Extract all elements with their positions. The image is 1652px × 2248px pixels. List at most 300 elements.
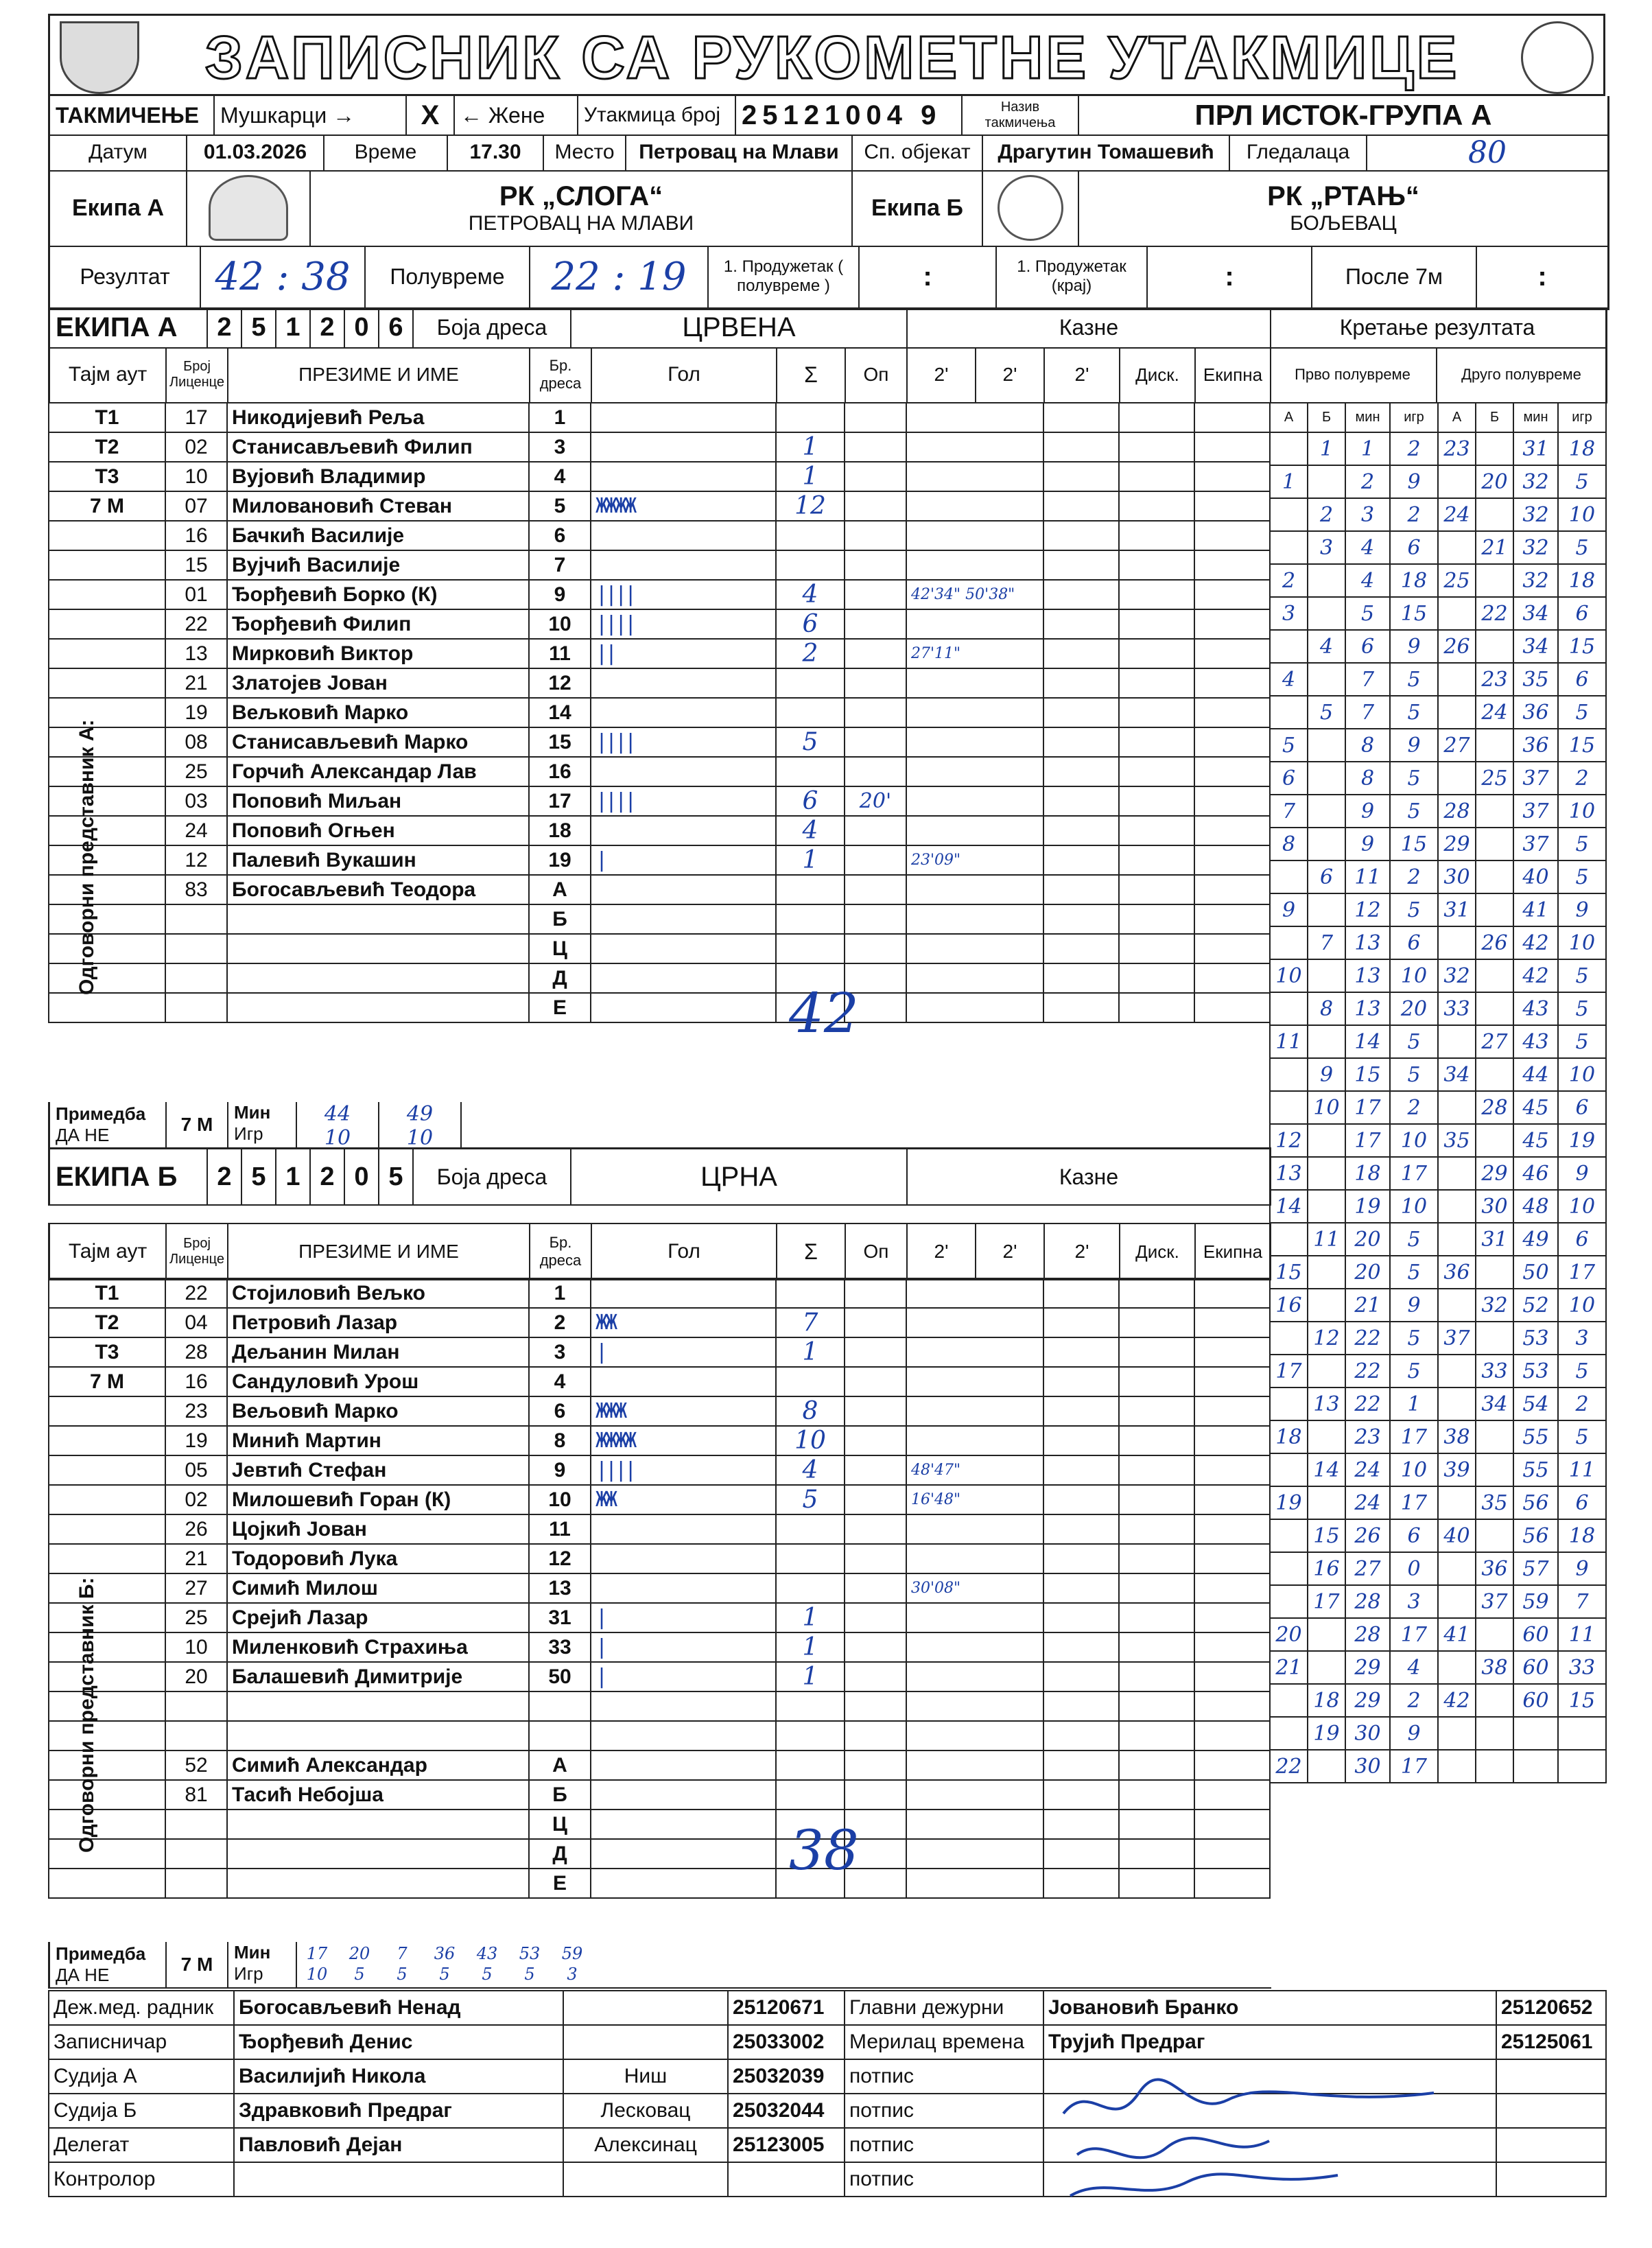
player-goal-sum: 1 — [776, 1337, 845, 1367]
player-goal-tally — [591, 1691, 776, 1721]
player-warning — [845, 1337, 906, 1367]
player-2min-penalty — [906, 521, 1043, 550]
player-license: 04 — [165, 1308, 227, 1337]
player-license: 25 — [165, 757, 227, 786]
player-2min-c — [1043, 1839, 1119, 1869]
movement-row — [1270, 762, 1606, 795]
movement-cell: 15 — [1308, 1519, 1345, 1552]
movement-cell: 37 — [1513, 828, 1558, 860]
player-2min-c — [1043, 875, 1119, 904]
team-b-code-3: 1 — [276, 1149, 311, 1204]
col-goals: Гол — [592, 347, 777, 402]
movement-cell — [1476, 1420, 1513, 1453]
col-2min-b: 2' — [976, 347, 1045, 402]
team-b-7m-label: 7 М — [167, 1942, 228, 1987]
player-jersey-no: 7 — [529, 550, 591, 580]
movement-cell: 14 — [1308, 1453, 1345, 1486]
movement-cell: 10 — [1308, 1091, 1345, 1124]
movement-cell: 35 — [1476, 1486, 1513, 1519]
player-row — [49, 1691, 1270, 1721]
movement-cell — [1438, 465, 1476, 498]
player-goal-sum: 10 — [776, 1426, 845, 1455]
player-name: Миловановић Стеван — [227, 491, 529, 521]
player-disq — [1119, 1721, 1194, 1751]
player-team-penalty — [1194, 934, 1270, 963]
movement-cell: 60 — [1513, 1684, 1558, 1717]
player-2min-c — [1043, 816, 1119, 845]
player-goal-tally: | — [591, 1603, 776, 1632]
player-warning — [845, 580, 906, 609]
team-b-7m-igr: 3 — [567, 1965, 578, 1984]
team-b-label: Екипа Б — [853, 170, 983, 246]
player-goal-tally — [591, 1869, 776, 1898]
player-disq — [1119, 816, 1194, 845]
player-row — [49, 1426, 1270, 1455]
player-disq — [1119, 1751, 1194, 1780]
movement-cell: 5 — [1308, 696, 1345, 729]
player-tag: T2 — [49, 432, 165, 462]
player-disq — [1119, 521, 1194, 550]
team-a-name: РК „СЛОГА“ — [499, 180, 663, 211]
player-goal-tally — [591, 1367, 776, 1396]
player-name: Тодоровић Лука — [227, 1544, 529, 1573]
player-2min-c — [1043, 1751, 1119, 1780]
movement-cell: 13 — [1345, 992, 1390, 1025]
movement-cell — [1270, 531, 1308, 564]
official-role-2: потпис — [845, 2128, 1043, 2162]
team-b-7m-igr: 5 — [439, 1965, 450, 1984]
movement-cell: 20 — [1345, 1223, 1390, 1256]
player-goal-tally — [591, 1514, 776, 1544]
movement-cell — [1270, 696, 1308, 729]
player-warning — [845, 403, 906, 432]
movement-cell — [1270, 1058, 1308, 1091]
b-col-team: Екипна — [1196, 1224, 1271, 1279]
player-2min-penalty — [906, 1337, 1043, 1367]
movement-col-head: А — [1438, 403, 1476, 432]
player-jersey-no: 31 — [529, 1603, 591, 1632]
player-goal-tally: |||| — [591, 786, 776, 816]
movement-cell: 2 — [1558, 762, 1606, 795]
player-2min-c — [1043, 491, 1119, 521]
player-disq — [1119, 1308, 1194, 1337]
movement-cell: 15 — [1558, 630, 1606, 663]
player-name: Симић Милош — [227, 1573, 529, 1603]
official-name: Богосављевић Ненад — [234, 1991, 563, 2025]
team-b-code-6: 5 — [379, 1149, 414, 1204]
movement-cell: 1 — [1270, 465, 1308, 498]
col-team: Екипна — [1196, 347, 1271, 402]
player-row — [49, 1485, 1270, 1514]
movement-cell: 4 — [1390, 1651, 1438, 1684]
player-2min-c — [1043, 845, 1119, 875]
movement-cell: 30 — [1345, 1750, 1390, 1783]
player-row — [49, 1308, 1270, 1337]
player-2min-penalty — [906, 1780, 1043, 1810]
player-disq — [1119, 845, 1194, 875]
player-disq — [1119, 993, 1194, 1022]
movement-cell: 39 — [1438, 1453, 1476, 1486]
movement-cell: 46 — [1513, 1157, 1558, 1190]
time-label: Време — [324, 134, 448, 170]
player-name: Милошевић Горан (К) — [227, 1485, 529, 1514]
movement-cell: 17 — [1345, 1124, 1390, 1157]
team-b-7m-min: 53 — [519, 1944, 541, 1963]
movement-cell — [1476, 795, 1513, 828]
player-goal-tally — [591, 698, 776, 727]
movement-cell: 5 — [1270, 729, 1308, 762]
spectators-count: 80 — [1468, 134, 1507, 170]
movement-cell: 57 — [1513, 1552, 1558, 1585]
player-2min-penalty — [906, 403, 1043, 432]
player-tag: T3 — [49, 1337, 165, 1367]
player-jersey-no: Е — [529, 993, 591, 1022]
official-city — [563, 1991, 728, 2025]
player-warning — [845, 757, 906, 786]
movement-col-head: А — [1270, 403, 1308, 432]
movement-cell — [1308, 1157, 1345, 1190]
player-warning — [845, 1780, 906, 1810]
player-team-penalty — [1194, 727, 1270, 757]
player-disq — [1119, 1603, 1194, 1632]
player-goal-sum — [776, 1721, 845, 1751]
player-team-penalty — [1194, 816, 1270, 845]
movement-cell: 48 — [1513, 1190, 1558, 1223]
player-name: Поповић Огњен — [227, 816, 529, 845]
player-warning: 20' — [845, 786, 906, 816]
player-goal-tally: |||| — [591, 727, 776, 757]
player-row — [49, 963, 1270, 993]
movement-col-head: мин — [1345, 403, 1390, 432]
movement-cell: 24 — [1345, 1486, 1390, 1519]
player-name — [227, 993, 529, 1022]
team-b-colheads — [48, 1223, 1271, 1280]
player-team-penalty — [1194, 757, 1270, 786]
movement-cell: 18 — [1270, 1420, 1308, 1453]
women-label: ← Жене — [455, 96, 578, 134]
player-jersey-no: 12 — [529, 1544, 591, 1573]
team-a-7m-igr-1: 10 — [324, 1126, 351, 1147]
official-role: Судија Б — [49, 2094, 234, 2128]
movement-cell: 53 — [1513, 1322, 1558, 1355]
player-goal-tally — [591, 550, 776, 580]
movement-cell: 6 — [1558, 1486, 1606, 1519]
team-b-footer — [48, 1942, 1271, 1989]
player-2min-c — [1043, 639, 1119, 668]
player-warning — [845, 639, 906, 668]
movement-row — [1270, 1256, 1606, 1289]
movement-cell: 6 — [1558, 1091, 1606, 1124]
movement-cell — [1476, 1124, 1513, 1157]
player-name: Минић Мартин — [227, 1426, 529, 1455]
player-license: 23 — [165, 1396, 227, 1426]
match-place: Петровац на Млави — [626, 134, 853, 170]
player-2min-c — [1043, 521, 1119, 550]
player-row — [49, 934, 1270, 963]
player-2min-penalty — [906, 698, 1043, 727]
player-goal-sum: 5 — [776, 727, 845, 757]
player-tag — [49, 1839, 165, 1869]
teams-row — [48, 170, 1609, 247]
team-b-header — [48, 1147, 1271, 1206]
team-b-min-label: Мин — [234, 1942, 271, 1963]
final-score: 42 : 38 — [201, 246, 366, 307]
player-goal-tally — [591, 403, 776, 432]
col-disq: Диск. — [1120, 347, 1196, 402]
player-license: 19 — [165, 698, 227, 727]
player-name: Цојкић Јован — [227, 1514, 529, 1544]
player-name: Балашевић Димитрије — [227, 1662, 529, 1691]
movement-cell: 35 — [1513, 663, 1558, 696]
player-goal-sum — [776, 757, 845, 786]
movement-row — [1270, 1453, 1606, 1486]
player-license: 13 — [165, 639, 227, 668]
player-license — [165, 934, 227, 963]
movement-cell: 28 — [1345, 1618, 1390, 1651]
movement-cell — [1438, 1750, 1476, 1783]
player-row — [49, 1839, 1270, 1869]
movement-row — [1270, 1124, 1606, 1157]
player-tag — [49, 1603, 165, 1632]
movement-cell: 23 — [1476, 663, 1513, 696]
movement-cell: 21 — [1476, 531, 1513, 564]
venue-name: Драгутин Томашевић — [983, 134, 1230, 170]
movement-cell: 1 — [1308, 432, 1345, 465]
player-jersey-no: 3 — [529, 1337, 591, 1367]
movement-cell: 17 — [1390, 1486, 1438, 1519]
player-license: 16 — [165, 521, 227, 550]
official-role-2: Главни дежурни — [845, 1991, 1043, 2025]
player-jersey-no: 6 — [529, 1396, 591, 1426]
player-goal-sum: 6 — [776, 609, 845, 639]
movement-cell: 10 — [1390, 1453, 1438, 1486]
team-b-7m-entry — [510, 1943, 550, 1984]
movement-row — [1270, 1420, 1606, 1453]
movement-cell: 33 — [1438, 992, 1476, 1025]
player-2min-c — [1043, 668, 1119, 698]
player-warning — [845, 845, 906, 875]
player-2min-c — [1043, 1396, 1119, 1426]
movement-cell — [1438, 762, 1476, 795]
movement-cell: 9 — [1558, 893, 1606, 926]
movement-cell: 5 — [1390, 1025, 1438, 1058]
player-2min-c — [1043, 1691, 1119, 1721]
b-col-2min-c: 2' — [1045, 1224, 1120, 1279]
movement-cell: 3 — [1345, 498, 1390, 531]
player-2min-c — [1043, 1662, 1119, 1691]
official-row — [49, 1991, 1606, 2025]
player-2min-penalty — [906, 432, 1043, 462]
movement-cell: 15 — [1558, 729, 1606, 762]
official-city: Лесковац — [563, 2094, 728, 2128]
ot1-label: 1. Продужетак ( полувреме ) — [709, 246, 860, 307]
movement-cell: 28 — [1345, 1585, 1390, 1618]
movement-cell — [1558, 1717, 1606, 1750]
player-team-penalty — [1194, 786, 1270, 816]
second-half-label: Друго полувреме — [1461, 366, 1581, 383]
movement-cell: 40 — [1513, 860, 1558, 893]
player-goal-tally — [591, 963, 776, 993]
player-goal-sum: 4 — [776, 1455, 845, 1485]
team-a-city: ПЕТРОВАЦ НА МЛАВИ — [468, 211, 694, 235]
team-a-label: Екипа А — [50, 170, 187, 246]
player-tag — [49, 580, 165, 609]
player-license — [165, 1691, 227, 1721]
player-row — [49, 580, 1270, 609]
player-goal-sum — [776, 1544, 845, 1573]
movement-cell: 23 — [1345, 1420, 1390, 1453]
movement-cell — [1558, 1750, 1606, 1783]
movement-cell: 10 — [1390, 1190, 1438, 1223]
player-row — [49, 904, 1270, 934]
player-2min-c — [1043, 786, 1119, 816]
player-row — [49, 1544, 1270, 1573]
movement-cell — [1308, 1486, 1345, 1519]
movement-cell: 6 — [1390, 926, 1438, 959]
player-license: 22 — [165, 609, 227, 639]
player-2min-c — [1043, 1810, 1119, 1839]
competition-label: ТАКМИЧЕЊЕ — [50, 96, 215, 134]
team-a-code-3: 1 — [276, 307, 311, 347]
movement-cell: 7 — [1345, 663, 1390, 696]
player-tag: T2 — [49, 1308, 165, 1337]
player-disq — [1119, 1337, 1194, 1367]
movement-cell: 25 — [1476, 762, 1513, 795]
player-jersey-no: А — [529, 875, 591, 904]
player-name — [227, 963, 529, 993]
first-half-label: Прво полувреме — [1269, 347, 1437, 402]
movement-cell: 25 — [1438, 564, 1476, 597]
movement-cell: 2 — [1345, 465, 1390, 498]
player-license — [165, 1869, 227, 1898]
player-disq — [1119, 1780, 1194, 1810]
movement-cell — [1513, 1717, 1558, 1750]
movement-cell: 7 — [1558, 1585, 1606, 1618]
player-goal-sum — [776, 1573, 845, 1603]
movement-cell — [1270, 1585, 1308, 1618]
team-b-7m-min: 17 — [306, 1944, 328, 1963]
player-team-penalty — [1194, 1869, 1270, 1898]
player-2min-c — [1043, 698, 1119, 727]
movement-cell: 41 — [1513, 893, 1558, 926]
movement-cell: 2 — [1270, 564, 1308, 597]
player-row — [49, 757, 1270, 786]
movement-cell: 10 — [1558, 1190, 1606, 1223]
movement-cell: 1 — [1345, 432, 1390, 465]
team-a-players — [48, 402, 1271, 1023]
movement-cell: 17 — [1390, 1618, 1438, 1651]
player-name: Вујчић Василије — [227, 550, 529, 580]
player-warning — [845, 432, 906, 462]
player-2min-c — [1043, 550, 1119, 580]
b-col-name: ПРЕЗИМЕ И ИМЕ — [228, 1224, 530, 1279]
official-role: Деж.мед. радник — [49, 1991, 234, 2025]
player-2min-penalty — [906, 550, 1043, 580]
player-team-penalty — [1194, 580, 1270, 609]
player-warning — [845, 1485, 906, 1514]
movement-cell: 15 — [1558, 1684, 1606, 1717]
player-row — [49, 816, 1270, 845]
player-jersey-no: Ц — [529, 1810, 591, 1839]
official-license — [728, 2162, 845, 2197]
player-row — [49, 1869, 1270, 1898]
team-b-7m-entry — [340, 1943, 379, 1984]
player-2min-penalty — [906, 491, 1043, 521]
col-license: Број Лиценце — [167, 347, 228, 402]
movement-cell: 19 — [1308, 1717, 1345, 1750]
movement-cell — [1438, 1223, 1476, 1256]
player-team-penalty — [1194, 1396, 1270, 1426]
player-license: 15 — [165, 550, 227, 580]
movement-cell: 16 — [1270, 1289, 1308, 1322]
player-goal-sum: 1 — [776, 845, 845, 875]
player-2min-penalty — [906, 1662, 1043, 1691]
movement-row — [1270, 1025, 1606, 1058]
official-name-2: Трујић Предраг — [1043, 2025, 1496, 2059]
movement-cell: 27 — [1438, 729, 1476, 762]
movement-cell: 5 — [1558, 860, 1606, 893]
movement-col-head: игр — [1558, 403, 1606, 432]
player-license — [165, 963, 227, 993]
team-a-code-6: 6 — [379, 307, 414, 347]
movement-cell: 10 — [1558, 498, 1606, 531]
movement-cell: 17 — [1390, 1750, 1438, 1783]
player-disq — [1119, 1662, 1194, 1691]
movement-cell: 9 — [1345, 828, 1390, 860]
team-b-7m-entry — [382, 1943, 422, 1984]
movement-cell: 32 — [1513, 498, 1558, 531]
movement-cell: 9 — [1390, 465, 1438, 498]
player-tag — [49, 1455, 165, 1485]
player-disq — [1119, 1455, 1194, 1485]
movement-cell — [1308, 465, 1345, 498]
movement-cell: 10 — [1558, 1058, 1606, 1091]
player-name — [227, 1721, 529, 1751]
player-team-penalty — [1194, 668, 1270, 698]
movement-row — [1270, 959, 1606, 992]
team-a-total: 42 — [789, 981, 859, 1045]
movement-cell: 17 — [1270, 1355, 1308, 1388]
movement-cell: 4 — [1308, 630, 1345, 663]
ot1-score: : — [860, 246, 997, 307]
movement-cell: 40 — [1438, 1519, 1476, 1552]
movement-cell: 5 — [1558, 992, 1606, 1025]
movement-cell — [1476, 498, 1513, 531]
player-tag — [49, 1721, 165, 1751]
movement-cell — [1270, 1388, 1308, 1420]
player-jersey-no: 50 — [529, 1662, 591, 1691]
player-disq — [1119, 491, 1194, 521]
movement-row — [1270, 1289, 1606, 1322]
player-row — [49, 1810, 1270, 1839]
movement-cell: 24 — [1476, 696, 1513, 729]
player-goal-sum: 12 — [776, 491, 845, 521]
league-logo-icon — [1521, 21, 1594, 94]
movement-cell: 7 — [1308, 926, 1345, 959]
movement-cell: 33 — [1558, 1651, 1606, 1684]
player-jersey-no: Б — [529, 1780, 591, 1810]
team-b-7m-igr: 5 — [397, 1965, 408, 1984]
movement-cell — [1308, 1124, 1345, 1157]
movement-cell — [1438, 1486, 1476, 1519]
player-goal-tally — [591, 668, 776, 698]
player-license — [165, 1839, 227, 1869]
ot1-end-score: : — [1148, 246, 1312, 307]
movement-row — [1270, 630, 1606, 663]
player-2min-c — [1043, 934, 1119, 963]
movement-cell: 42 — [1513, 926, 1558, 959]
movement-cell: 32 — [1513, 465, 1558, 498]
